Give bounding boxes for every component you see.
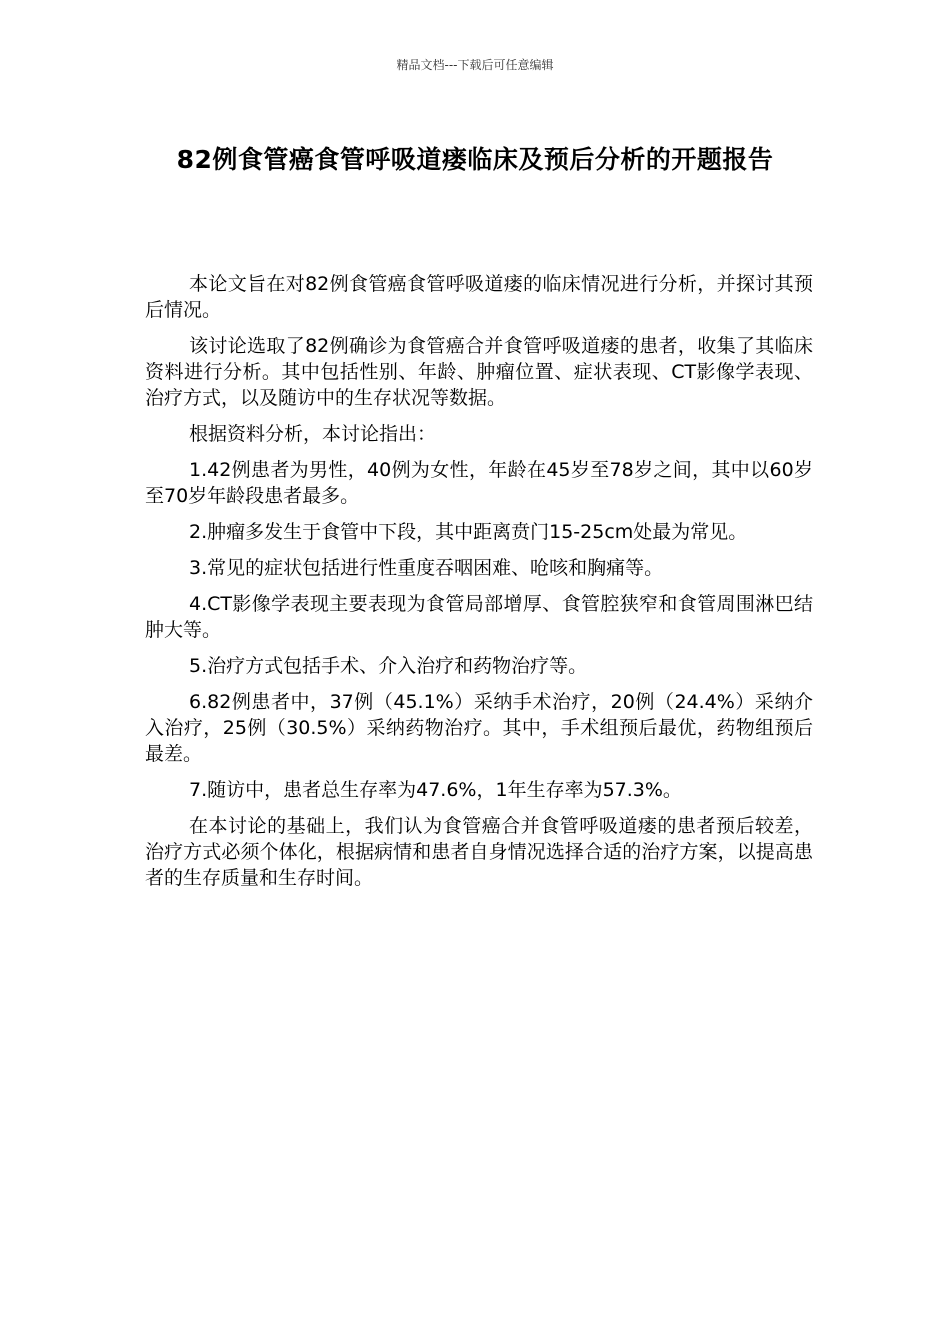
paragraph-method: 该讨论选取了82例确诊为食管癌合并食管呼吸道瘘的患者，收集了其临床资料进行分析。其中包括性别、年龄、肿瘤位置、症状表现、CT影像学表现、治疗方式，以及随访中的生存状况等数据。 [145,335,813,409]
paragraph-finding-3: 3.常见的症状包括进行性重度吞咽困难、呛咳和胸痛等。 [189,557,664,579]
paragraph-findings-intro: 根据资料分析，本讨论指出： [189,423,437,445]
paragraph-finding-6: 6.82例患者中，37例（45.1%）采纳手术治疗，20例（24.4%）采纳介入治疗，25例（30.5%）采纳药物治疗。其中，手术组预后最优，药物组预后最差。 [145,691,813,765]
paragraph-finding-7: 7.随访中，患者总生存率为47.6%，1年生存率为57.3%。 [189,779,682,801]
paragraph-conclusion: 在本讨论的基础上，我们认为食管癌合并食管呼吸道瘘的患者预后较差，治疗方式必须个体化，根据病情和患者自身情况选择合适的治疗方案，以提高患者的生存质量和生存时间。 [145,815,813,889]
paragraph-finding-5: 5.治疗方式包括手术、介入治疗和药物治疗等。 [189,655,588,677]
paragraph-intro: 本论文旨在对82例食管癌食管呼吸道瘘的临床情况进行分析，并探讨其预后情况。 [145,273,813,321]
paragraph-finding-1: 1.42例患者为男性，40例为女性，年龄在45岁至78岁之间，其中以60岁至70岁年龄段患者最多。 [145,459,813,507]
document-title: 82例食管癌食管呼吸道瘘临床及预后分析的开题报告 [176,145,774,174]
paragraph-finding-2: 2.肿瘤多发生于食管中下段，其中距离贲门15-25cm处最为常见。 [189,521,748,543]
paragraph-finding-4: 4.CT影像学表现主要表现为食管局部增厚、食管腔狭窄和食管周围淋巴结肿大等。 [145,593,813,641]
document-body [145,271,813,901]
header-note: 精品文档---下载后可任意编辑 [396,58,554,72]
